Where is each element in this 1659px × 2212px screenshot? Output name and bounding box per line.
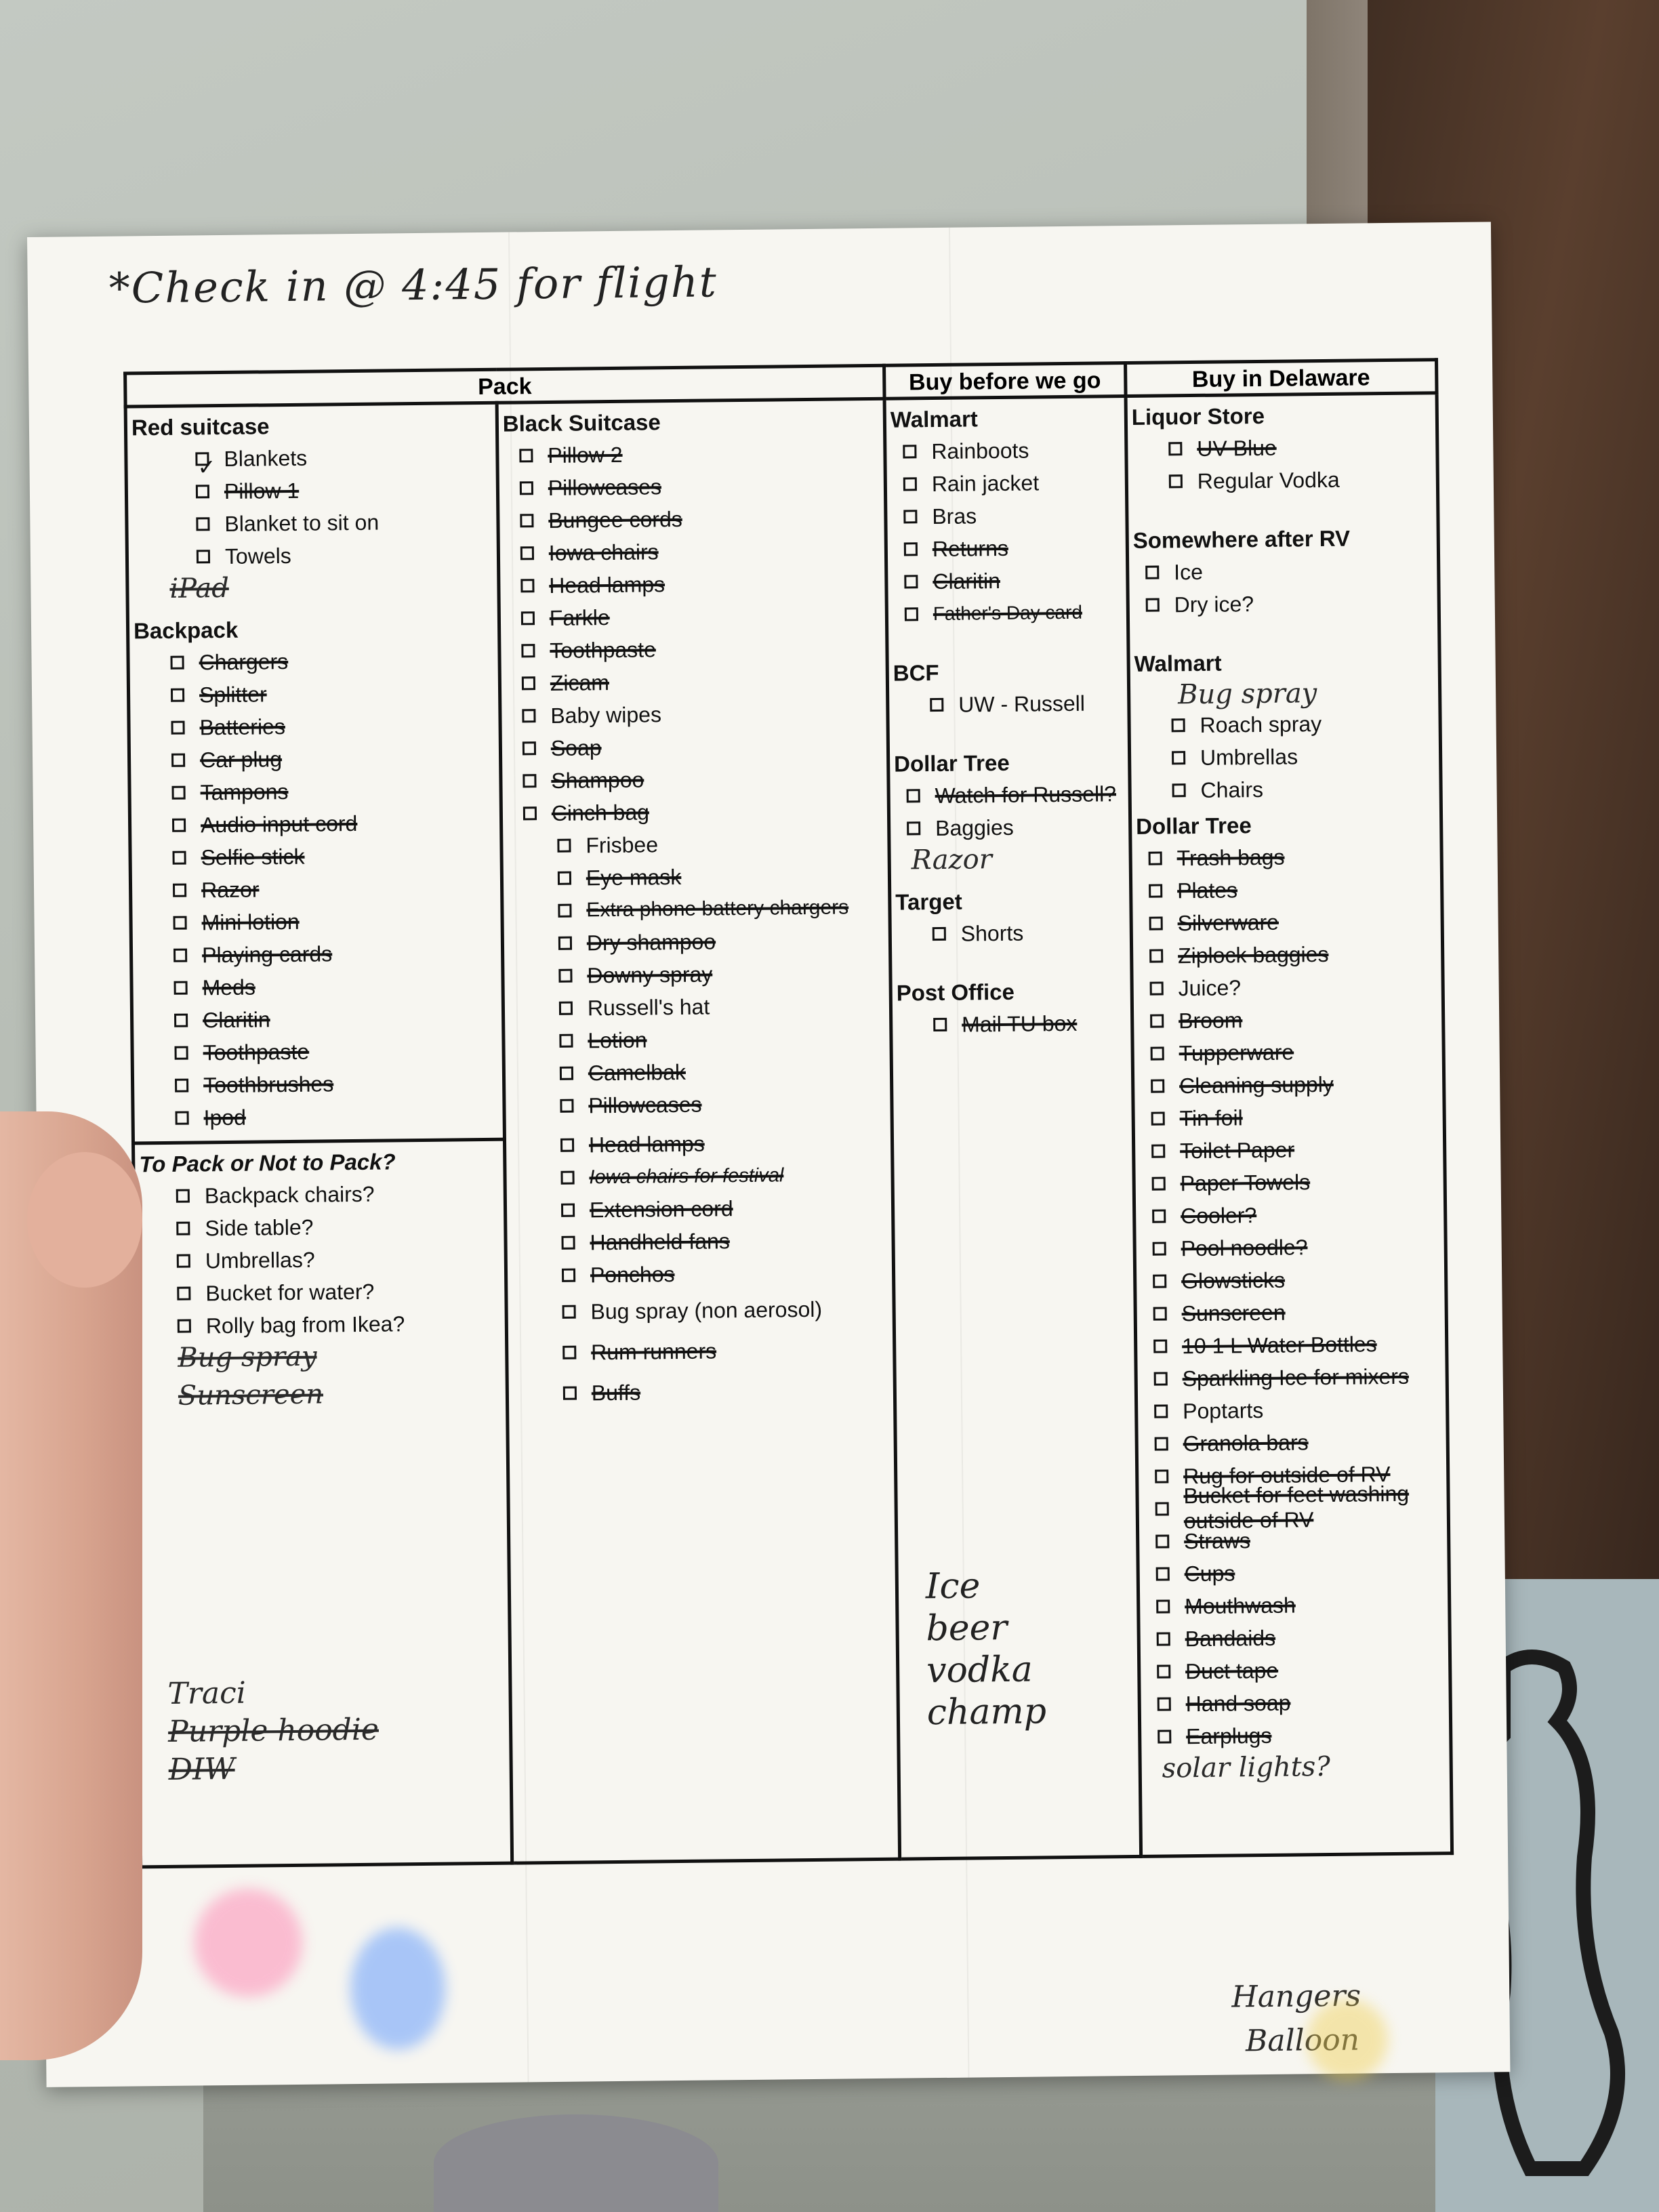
- list-item: Umbrellas: [1131, 739, 1439, 775]
- list-item: Towels: [129, 537, 497, 574]
- list-item: Tupperware: [1134, 1034, 1442, 1070]
- checkbox-icon[interactable]: [174, 1014, 188, 1027]
- handwritten-item: iPad: [169, 572, 230, 605]
- list-item: Head lamps: [506, 1126, 891, 1162]
- list-item: Dry ice?: [1129, 586, 1437, 621]
- list-item: Paper Towels: [1135, 1164, 1443, 1200]
- checkbox-icon[interactable]: [903, 477, 917, 491]
- list-item: Shorts: [892, 916, 1130, 951]
- section-title-post-office: Post Office: [896, 979, 1015, 1006]
- list-item: Ice: [1129, 553, 1437, 589]
- checkbox-icon[interactable]: [175, 1079, 188, 1092]
- list-item: Backpack chairs?: [136, 1176, 504, 1213]
- checkbox-icon[interactable]: [1154, 1404, 1168, 1418]
- checkbox-icon[interactable]: [558, 969, 572, 983]
- list-item: Baggies: [890, 810, 1128, 845]
- checkbox-icon[interactable]: [1172, 783, 1185, 797]
- list-item: Bungee cords: [499, 501, 884, 537]
- list-item: Sparkling Ice for mixers: [1137, 1359, 1446, 1395]
- checkbox-icon[interactable]: [520, 481, 533, 495]
- checkbox-icon[interactable]: [1156, 1567, 1170, 1580]
- list-item: Straws: [1139, 1522, 1448, 1558]
- list-item: ✓ Blankets: [127, 440, 495, 476]
- handwritten-item: DIW: [168, 1751, 235, 1787]
- list-item: Tampons: [131, 773, 499, 810]
- checkbox-icon[interactable]: [907, 821, 920, 835]
- section-title-bcf: BCF: [893, 659, 939, 686]
- list-item: Earplugs: [1141, 1717, 1450, 1753]
- handwritten-item: Bug spray: [1177, 678, 1317, 711]
- checkbox-icon[interactable]: [1155, 1534, 1169, 1548]
- checkbox-icon[interactable]: [562, 1305, 575, 1319]
- section-title-walmart: Walmart: [1134, 650, 1222, 676]
- list-item: Trash bags: [1132, 839, 1440, 875]
- checkbox-icon[interactable]: [1153, 1242, 1166, 1255]
- checkbox-icon[interactable]: [173, 884, 186, 897]
- checklist-paper: [27, 222, 1510, 2087]
- list-item: Toothpaste: [134, 1033, 501, 1070]
- checkbox-icon[interactable]: [176, 1111, 189, 1125]
- list-item: Toothpaste: [501, 631, 886, 668]
- checkbox-icon[interactable]: [1158, 1697, 1171, 1711]
- list-item: Chargers: [129, 643, 497, 680]
- handwritten-list: [926, 1564, 1047, 1734]
- checkbox-icon[interactable]: [520, 514, 533, 527]
- checkbox-icon[interactable]: [559, 1034, 573, 1048]
- checkbox-icon[interactable]: [176, 1189, 190, 1203]
- handwritten-item: beer: [926, 1607, 1008, 1650]
- list-item: Pillow 1: [128, 472, 496, 509]
- checkbox-icon[interactable]: [903, 445, 916, 458]
- checkbox-icon[interactable]: [904, 542, 918, 556]
- checkbox-icon[interactable]: [174, 981, 188, 995]
- checkbox-icon[interactable]: [1150, 982, 1164, 996]
- handwritten-item: Bug spray: [178, 1340, 317, 1374]
- list-item: Head lamps: [500, 566, 885, 602]
- checkbox-icon[interactable]: [1153, 1307, 1167, 1320]
- list-item: Chairs: [1131, 771, 1439, 807]
- list-item: Lotion: [505, 1021, 890, 1058]
- checkbox-icon[interactable]: [1154, 1372, 1168, 1385]
- list-item: Downy spray: [504, 956, 889, 993]
- checkbox-icon[interactable]: [1151, 1111, 1165, 1125]
- checkbox-icon[interactable]: [904, 575, 918, 588]
- list-item: Broom: [1134, 1002, 1442, 1038]
- list-item: Eye mask: [504, 859, 888, 895]
- checkbox-icon[interactable]: [1152, 1209, 1166, 1223]
- section-title-walmart: Walmart: [890, 406, 979, 432]
- checkbox-icon[interactable]: [1168, 442, 1182, 455]
- checkbox-icon[interactable]: [1155, 1469, 1168, 1483]
- checkbox-icon[interactable]: [522, 709, 535, 722]
- list-item: Umbrellas?: [136, 1242, 504, 1278]
- section-title-dollar-tree: Dollar Tree: [893, 750, 1010, 777]
- list-item: Watch for Russell?: [890, 777, 1128, 813]
- checkbox-icon[interactable]: [521, 611, 535, 625]
- list-item: Bucket for water?: [136, 1274, 504, 1311]
- checkbox-icon[interactable]: [933, 1018, 947, 1031]
- checkbox-icon[interactable]: [1152, 1176, 1166, 1190]
- divider: [131, 1138, 506, 1145]
- checkbox-icon[interactable]: [170, 656, 184, 670]
- handwritten-item: vodka: [926, 1649, 1033, 1692]
- list-item: Selfie stick: [131, 838, 499, 875]
- list-item: Frisbee: [503, 826, 888, 863]
- list-item: Ipod: [134, 1099, 502, 1135]
- section-title-liquor-store: Liquor Store: [1131, 403, 1265, 430]
- checkbox-icon[interactable]: [173, 949, 187, 962]
- list-item: Mail TU box: [893, 1006, 1130, 1042]
- handwritten-item: Balloon: [1245, 2022, 1360, 2059]
- list-item: Bras: [887, 498, 1125, 533]
- section-title-after-rv: Somewhere after RV: [1132, 525, 1351, 553]
- checkbox-icon[interactable]: [1156, 1599, 1170, 1613]
- list-item: Claritin: [134, 1001, 501, 1038]
- handwritten-item: Razor: [911, 844, 993, 876]
- list-item: Meds: [133, 968, 501, 1005]
- checkbox-icon[interactable]: [171, 689, 184, 702]
- list-item: Mini lotion: [132, 903, 500, 940]
- section-title-dollar-tree: Dollar Tree: [1135, 813, 1252, 839]
- list-item: Claritin: [888, 563, 1126, 598]
- checkbox-icon[interactable]: [1145, 566, 1159, 579]
- list-item: Soap: [502, 729, 887, 765]
- column-buy-before: [884, 396, 1141, 1860]
- checkbox-icon[interactable]: [175, 1046, 188, 1060]
- checkbox-icon[interactable]: [558, 937, 572, 950]
- checkbox-icon[interactable]: [557, 839, 571, 853]
- checkbox-icon[interactable]: [1158, 1729, 1171, 1743]
- checkbox-icon[interactable]: [519, 449, 533, 462]
- list-item: Regular Vodka: [1128, 462, 1437, 498]
- list-item: Ziplock baggies: [1133, 937, 1441, 972]
- checkbox-icon[interactable]: [558, 904, 571, 918]
- handwritten-note: *Check in @ 4:45 for flight: [108, 257, 718, 313]
- section-title-target: Target: [895, 888, 962, 915]
- checkbox-icon[interactable]: [933, 927, 946, 941]
- section-title-black-suitcase: Black Suitcase: [502, 409, 661, 436]
- list-item: Bucket for feet washing outside of RV: [1139, 1490, 1447, 1525]
- checkbox-icon[interactable]: [520, 579, 534, 592]
- checkbox-icon[interactable]: [1149, 949, 1163, 963]
- checkbox-icon[interactable]: [172, 819, 186, 832]
- checkbox-icon[interactable]: [523, 774, 536, 787]
- list-item: Pillowcases: [499, 468, 884, 505]
- list-item: Camelbak: [506, 1054, 890, 1090]
- checkbox-icon[interactable]: [1151, 1079, 1164, 1092]
- list-item: Splitter: [130, 676, 498, 712]
- checkbox-icon[interactable]: [1153, 1274, 1166, 1288]
- list-item: Rainboots: [886, 433, 1124, 468]
- checkbox-icon[interactable]: [559, 1002, 573, 1015]
- list-item: Father's Day card: [888, 596, 1126, 631]
- list-item: Cups: [1139, 1555, 1448, 1591]
- list-item: Mouthwash: [1140, 1587, 1448, 1623]
- list-item: UV Blue: [1128, 430, 1436, 466]
- checkbox-icon[interactable]: [172, 851, 186, 865]
- checkbox-icon[interactable]: [1149, 884, 1162, 898]
- handwritten-item: champ: [926, 1691, 1047, 1734]
- checkbox-icon[interactable]: [177, 1254, 190, 1268]
- checkbox-icon[interactable]: [1149, 917, 1163, 930]
- checkbox-icon[interactable]: [523, 806, 537, 820]
- ink-smudge: [1306, 1999, 1388, 2081]
- checkbox-icon[interactable]: [561, 1236, 575, 1250]
- list-item: Bandaids: [1140, 1620, 1448, 1656]
- checkbox-icon[interactable]: [1157, 1632, 1170, 1645]
- checkbox-icon[interactable]: [522, 676, 535, 690]
- list-item: 10 1 L Water Bottles: [1137, 1327, 1446, 1363]
- list-item: Dry shampoo: [504, 924, 889, 960]
- handwritten-item: Sunscreen: [178, 1378, 324, 1412]
- list-item: Buffs: [508, 1370, 893, 1414]
- list-item: Returns: [888, 531, 1126, 566]
- checkbox-icon[interactable]: [1155, 1437, 1168, 1450]
- list-item: Glowsticks: [1136, 1262, 1445, 1298]
- section-title-backpack: Backpack: [133, 617, 239, 644]
- checkbox-icon[interactable]: [560, 1067, 573, 1080]
- handwritten-item: solar lights?: [1162, 1750, 1330, 1784]
- list-item: Playing cards: [133, 936, 501, 972]
- checkbox-checked-icon[interactable]: [197, 550, 210, 563]
- handwritten-item: Hangers: [1231, 1978, 1361, 2015]
- checkbox-icon[interactable]: [171, 754, 185, 767]
- sock-foot: [434, 2114, 718, 2212]
- checkbox-icon[interactable]: [177, 1287, 190, 1300]
- list-item: Razor: [132, 871, 500, 907]
- checkbox-icon[interactable]: [1151, 1144, 1165, 1158]
- list-item: Audio input cord: [131, 806, 499, 842]
- list-item: Ponchos: [508, 1256, 893, 1292]
- checkbox-icon[interactable]: [1153, 1339, 1167, 1353]
- list-item: Extra phone battery chargers: [504, 891, 888, 928]
- list-item: Side table?: [136, 1209, 504, 1246]
- column-red-backpack: [125, 403, 512, 1867]
- checkbox-icon[interactable]: [520, 546, 534, 560]
- list-item: Extension cord: [507, 1191, 892, 1227]
- list-item: Iowa chairs: [500, 533, 885, 570]
- handwritten-item: Ice: [925, 1565, 981, 1607]
- list-item: Rolly bag from Ikea?: [137, 1307, 505, 1343]
- list-item: Russell's hat: [505, 989, 890, 1025]
- checkbox-icon[interactable]: [176, 1222, 190, 1235]
- checkbox-icon[interactable]: [1146, 598, 1160, 612]
- checkbox-icon[interactable]: [1172, 751, 1185, 764]
- checkbox-icon[interactable]: [563, 1387, 577, 1400]
- checkbox-icon[interactable]: [561, 1204, 575, 1217]
- checkbox-icon[interactable]: [1150, 1015, 1164, 1028]
- list-item: Poptarts: [1138, 1392, 1446, 1428]
- checkbox-icon[interactable]: [521, 644, 535, 657]
- list-item: Silverware: [1132, 904, 1441, 940]
- list-item: Zicam: [501, 663, 886, 700]
- checkbox-icon[interactable]: [1157, 1664, 1170, 1678]
- column-buy-delaware: [1126, 393, 1452, 1857]
- list-item: Plates: [1132, 872, 1441, 907]
- handwritten-notes-bottom: [167, 1673, 380, 1789]
- thumb: [27, 1152, 142, 1288]
- checkbox-icon[interactable]: [560, 1099, 573, 1113]
- packing-table: [123, 358, 1454, 1868]
- ink-smudge: [350, 1927, 446, 2050]
- list-item: Bug spray (non aerosol): [508, 1288, 893, 1333]
- list-item: Juice?: [1133, 969, 1441, 1005]
- checkbox-icon[interactable]: [562, 1346, 576, 1359]
- list-item: Blanket to sit on: [128, 505, 496, 541]
- list-item: Pool noodle?: [1136, 1229, 1444, 1265]
- list-item: Cleaning supply: [1134, 1067, 1443, 1103]
- list-item: Iowa chairs for festival: [506, 1158, 891, 1195]
- checkbox-icon[interactable]: [1155, 1502, 1169, 1515]
- list-item: UW - Russell: [889, 687, 1127, 722]
- section-title-red-suitcase: Red suitcase: [131, 413, 270, 441]
- section-title-to-pack: To Pack or Not to Pack?: [139, 1149, 396, 1177]
- list-item: Tin foil: [1134, 1099, 1443, 1135]
- list-item: Hand soap: [1141, 1685, 1449, 1721]
- checkbox-checked-icon[interactable]: ✓: [195, 452, 209, 466]
- checkbox-icon[interactable]: [523, 741, 536, 755]
- list-item: Granola bars: [1138, 1425, 1446, 1460]
- checkbox-icon[interactable]: [930, 698, 943, 712]
- checkbox-icon[interactable]: [1151, 1046, 1164, 1060]
- header-buy-delaware: Buy in Delaware: [1125, 360, 1437, 396]
- list-item: Rum runners: [508, 1329, 893, 1374]
- handwritten-item: Traci: [167, 1675, 247, 1711]
- list-item: Rain jacket: [887, 466, 1125, 501]
- list-item: Pillowcases: [506, 1086, 890, 1123]
- checkbox-icon[interactable]: [1149, 852, 1162, 865]
- checkbox-icon[interactable]: [1169, 474, 1183, 488]
- list-item: Cooler?: [1136, 1197, 1444, 1233]
- list-item: Shampoo: [502, 761, 887, 798]
- checkbox-icon[interactable]: [1171, 718, 1185, 732]
- checkbox-icon[interactable]: [907, 789, 920, 802]
- list-item: Roach spray: [1130, 706, 1439, 742]
- checkbox-icon[interactable]: [173, 916, 187, 930]
- checkbox-icon[interactable]: [560, 1139, 574, 1152]
- list-item: Toilet Paper: [1135, 1132, 1443, 1168]
- list-item: Cinch bag: [503, 794, 888, 830]
- column-black-suitcase: [497, 398, 900, 1863]
- list-item: Batteries: [130, 708, 498, 745]
- checkbox-icon[interactable]: [562, 1269, 575, 1282]
- checkbox-checked-icon[interactable]: [196, 485, 209, 498]
- checkbox-icon[interactable]: [558, 872, 571, 885]
- list-item: Pillow 2: [499, 436, 884, 472]
- ink-smudge: [194, 1888, 304, 1998]
- header-buy-before: Buy before we go: [884, 363, 1126, 399]
- list-item: Rug for outside of RV: [1139, 1457, 1447, 1493]
- list-item: Car plug: [131, 741, 499, 777]
- checkbox-icon[interactable]: [903, 510, 917, 523]
- header-pack: Pack: [125, 365, 884, 407]
- handwritten-item: Purple hoodie: [167, 1712, 380, 1749]
- list-item: Toothbrushes: [134, 1066, 502, 1103]
- checkbox-icon[interactable]: [178, 1319, 191, 1333]
- checkbox-icon[interactable]: [905, 607, 918, 621]
- checkbox-icon[interactable]: [171, 721, 184, 735]
- checkbox-checked-icon[interactable]: [196, 517, 209, 531]
- list-item: Sunscreen: [1136, 1294, 1445, 1330]
- list-item: Duct tape: [1141, 1652, 1449, 1688]
- checkbox-icon[interactable]: [171, 786, 185, 800]
- checkbox-icon[interactable]: [560, 1171, 574, 1185]
- list-item: Handheld fans: [507, 1223, 892, 1260]
- dollar-tree-list: [1132, 839, 1449, 1753]
- list-item: Farkle: [501, 598, 886, 635]
- list-item: Baby wipes: [501, 696, 886, 733]
